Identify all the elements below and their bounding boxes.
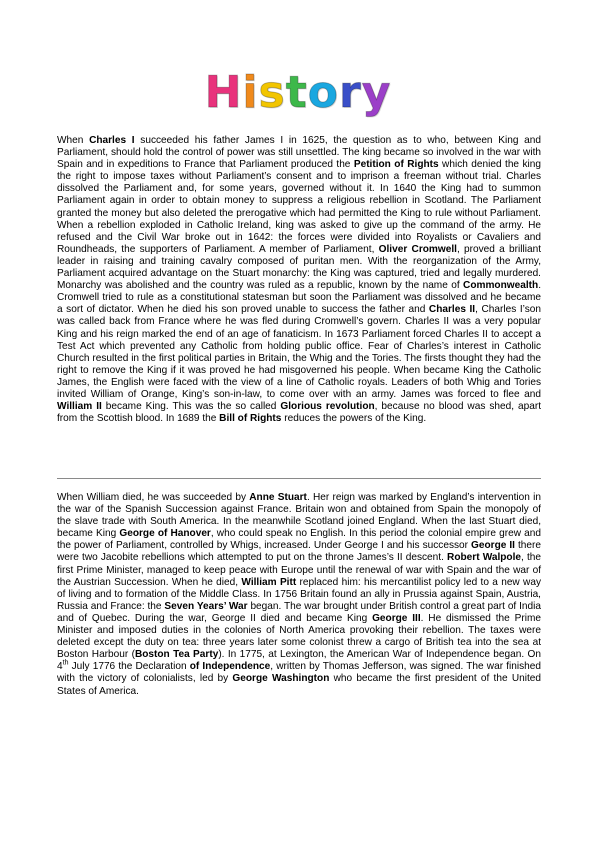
key-term: Petition of Rights (353, 159, 439, 171)
key-term: Commonwealth (463, 280, 539, 292)
text-run: , proved a brilliant leader in raising and training cavalry composed of puritan men. With the reorganization of the Army, Parliament acquired advantage on the Stuart monarchy: the King was captured, tried and legally murdered. Monarchy was abolished and the country was ruled as a republic, known by the name of (57, 243, 541, 292)
key-term: Bill of Rights (219, 413, 282, 425)
ordinal-suffix: th (62, 659, 69, 667)
text-run: , Charles I’son was called back from France where he was fled during Cromwell’s govern. Charles II was a very popular King and his reign marked the end of an age of fanaticism. In 1673 Parliament forced Charles II to accept a Test Act which prevented any Catholic from holding public office. Fear of Charles’s interest in Catholic Church resulted in the first political parties in Britain, the Whig and the Tories. The firsts thought they had the right to remove the King if it was proved he had misgoverned his people. When became King the Catholic James, the English were faced with the view of a line of Catholic royals. Leaders of both Whig and Tories invited William of Orange, King’s son-in-law, to come over with an army. James was forced to flee and (57, 304, 541, 400)
title-letter: i (242, 67, 259, 118)
key-term: Charles I (89, 135, 135, 146)
text-run: . Cromwell tried to rule as a constitutional statesman but soon the Parliament was dissolved and he became a sort of dictator. When he died his son proved unable to success the father and (57, 280, 541, 316)
key-term: George Washington (232, 673, 330, 685)
key-term: George II (471, 540, 515, 552)
text-run: . Her reign was marked by England’s intervention in the war of the Spanish Succession against France. Britain won and obtained from Spain the monopoly of the slave trade with South America. In the meanwhile Scotland joined England. When the last Stuart died, became King (57, 492, 541, 540)
title-letter: t (285, 67, 308, 118)
section-divider (57, 478, 541, 479)
key-term: William Pitt (241, 576, 297, 588)
title-letter: o (307, 67, 339, 118)
text-run: When (57, 135, 90, 146)
text-run: July 1776 the Declaration (68, 661, 190, 673)
text-run: ). In 1775, at Lexington, the American War of Independence began. On 4 (57, 649, 541, 673)
key-term: Robert Walpole (447, 552, 522, 564)
text-run: , the first Prime Minister, managed to keep peace with Europe until the renewal of war with Spain and the war of the Austrian Succession. When he died, (57, 552, 542, 588)
title-letter: r (339, 67, 362, 118)
title-letter: y (361, 67, 392, 118)
key-term: Charles II (428, 304, 476, 316)
page-title (0, 68, 596, 118)
text-run: , because no blood was shed, apart from the Scottish blood. In 1689 the (57, 401, 541, 425)
title-letter: H (204, 67, 243, 118)
text-run: who became the first president of the United States of America. (57, 673, 541, 697)
key-term: Oliver Cromwell (378, 243, 457, 255)
key-term: Boston Tea Party (134, 649, 219, 661)
text-run: began. The war brought under British control a great part of India and of Quebec. During the war, George II died and became King (57, 600, 541, 624)
text-run: which denied the king the right to impose taxes without Parliament’s consent and to imprison a freeman without trial. Charles dissolved the Parliament and, for some years, governed without it. In 1640 the King had to summon Parliament again in order to obtain money to suppress a religious rebellion in Scotland. The Parliament granted the money but also deleted the prerogative which had permitted the King to rule without Parliament. When a rebellion exploded in Catholic Ireland, king was asked to give up the command of the army. He refused and the Civil War broke out in 1642: the forces were divided into Royalists or Cavaliers and Roundheads, the supporters of Parliament. A member of Parliament, (57, 159, 541, 255)
text-run: there were two Jacobite rebellions which attempted to put on the throne James’s II descent. (57, 540, 541, 564)
key-term: George of Hanover (119, 528, 211, 540)
paragraph-hanoverians (57, 492, 541, 698)
key-term: George III (372, 612, 421, 624)
key-term: William II (57, 401, 102, 413)
paragraph-stuarts (57, 135, 541, 425)
text-run: reduces the powers of the King. (281, 413, 427, 425)
key-term: Seven Years’ War (164, 600, 248, 612)
text-run: became King. This was the so called (101, 401, 281, 413)
key-term: of Independence (189, 661, 271, 673)
text-run: , who could speak no English. In this period the colonial empire grew and the power of Parliament, controlled by Whigs, increased. Under George I and his successor (57, 528, 541, 552)
key-term: Anne Stuart (249, 492, 307, 503)
text-run: . He dismissed the Prime Minister and imposed duties in the colonies of North America provoking their rebellion. The taxes were deleted except the duty on tea: three years later some colonist threw a cargo of British tea into the sea at Boston Harbour ( (57, 612, 541, 661)
key-term: Glorious revolution (280, 401, 375, 413)
title-letter: s (258, 67, 286, 118)
text-run: , written by Thomas Jefferson, was signed. The war finished with the victory of colonialists, led by (57, 661, 541, 685)
text-run: When William died, he was succeeded by (57, 492, 250, 503)
text-run: succeeded his father James I in 1625, the question as to who, between King and Parliament, should hold the control of power was still unsettled. The king became so involved in the war with Spain and in expeditions to France that Parliament produced the (57, 135, 541, 171)
text-run: replaced him: his mercantilist policy led to a new way of living and to formation of the Middle Class. In 1756 Britain found an ally in Prussia against Spain, Austria, Russia and France: the (57, 576, 541, 612)
